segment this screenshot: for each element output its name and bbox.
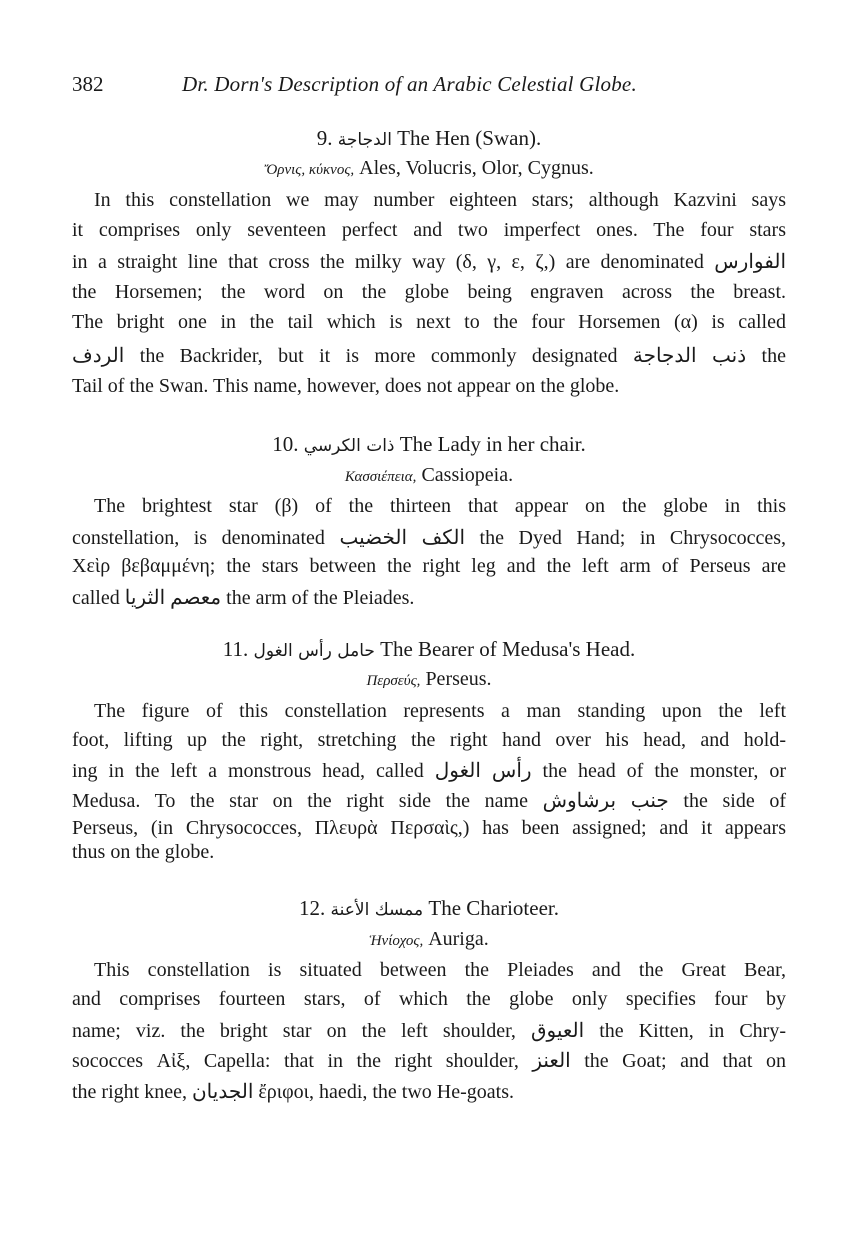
english-name: The Charioteer. bbox=[428, 896, 559, 920]
english-name: The Bearer of Medusa's Head. bbox=[380, 637, 636, 661]
text-line: In this constellation we may number eighteen stars; although Kazvini says bbox=[94, 189, 786, 211]
text-line: in a straight line that cross the milky way (δ, γ, ε, ζ,) are denominated الفوارس bbox=[72, 251, 786, 273]
text-line: the Horsemen; the word on the globe being engraven across the breast. bbox=[72, 281, 786, 303]
running-title: Dr. Dorn's Description of an Arabic Celestial Globe. bbox=[182, 72, 637, 96]
section-12-heading bbox=[72, 896, 786, 921]
section-11-subheading bbox=[72, 668, 786, 691]
section-number: 11. bbox=[222, 637, 249, 661]
latin-names: Perseus. bbox=[425, 668, 492, 690]
section-11-heading bbox=[72, 637, 786, 662]
section-number: 12. bbox=[298, 896, 326, 920]
arabic-name: حامل رأس الغول bbox=[253, 641, 375, 661]
text-line: constellation, is denominated الكف الخضيب the Dyed Hand; in Chrysococces, bbox=[72, 527, 787, 549]
text-line: Perseus, (in Chrysococces, Πλευρὰ Περσαὶς,) has been assigned; and it appears bbox=[72, 817, 786, 839]
section-10-heading bbox=[72, 432, 786, 457]
english-name: The Hen (Swan). bbox=[397, 126, 542, 150]
section-9-heading bbox=[72, 126, 786, 151]
text-line: foot, lifting up the right, stretching the right hand over his head, and hold- bbox=[72, 729, 786, 751]
greek-names: Ὄρνις, κύκνος, bbox=[264, 162, 355, 178]
section-9-subheading bbox=[72, 157, 786, 180]
text-line: الردف the Backrider, but it is more commonly designated ذنب الدجاجة the bbox=[72, 345, 786, 367]
latin-names: Ales, Volucris, Olor, Cygnus. bbox=[359, 157, 594, 179]
arabic-name: ممسك الأعنة bbox=[330, 900, 424, 920]
text-line: Tail of the Swan. This name, however, does not appear on the globe. bbox=[72, 375, 620, 397]
text-line: thus on the globe. bbox=[72, 841, 215, 863]
text-line: The figure of this constellation represents a man standing upon the left bbox=[94, 700, 786, 722]
page-number: 382 bbox=[72, 72, 104, 96]
text-line: called معصم الثريا the arm of the Pleiades. bbox=[72, 587, 415, 609]
text-line: Χεὶρ βεβαμμένη; the stars between the right leg and the left arm of Perseus are bbox=[72, 555, 786, 577]
section-12-subheading bbox=[72, 928, 786, 951]
text-line: ing in the left a monstrous head, called رأس الغول the head of the monster, or bbox=[72, 760, 787, 782]
arabic-name: ذات الكرسي bbox=[303, 436, 395, 456]
text-line: The bright one in the tail which is next to the four Horsemen (α) is called bbox=[72, 311, 786, 333]
text-line: the right knee, الجديان ἔριφοι, haedi, the two He-goats. bbox=[72, 1081, 514, 1103]
text-line: it comprises only seventeen perfect and two imperfect ones. The four stars bbox=[72, 219, 786, 241]
text-line: and comprises fourteen stars, of which the globe only specifies four by bbox=[72, 988, 786, 1010]
section-10-subheading bbox=[72, 464, 786, 487]
text-line: Medusa. To the star on the right side the name جنب برشاوش the side of bbox=[72, 790, 787, 812]
latin-names: Auriga. bbox=[428, 928, 489, 950]
greek-names: Ἡνίοχος, bbox=[369, 933, 424, 949]
arabic-name: الدجاجة bbox=[337, 130, 392, 150]
english-name: The Lady in her chair. bbox=[399, 432, 586, 456]
latin-names: Cassiopeia. bbox=[421, 464, 514, 486]
greek-names: Κασσιέπεια, bbox=[344, 469, 417, 485]
text-line: This constellation is situated between the Pleiades and the Great Bear, bbox=[94, 959, 786, 981]
running-head bbox=[72, 72, 786, 106]
greek-names: Περσεύς, bbox=[366, 673, 421, 689]
section-number: 9. bbox=[316, 126, 333, 150]
section-number: 10. bbox=[272, 432, 299, 456]
text-line: sococces Αἰξ, Capella: that in the right shoulder, العنز the Goat; and that on bbox=[72, 1050, 786, 1072]
text-line: The brightest star (β) of the thirteen that appear on the globe in this bbox=[94, 495, 786, 517]
text-line: name; viz. the bright star on the left shoulder, العيوق the Kitten, in Chry- bbox=[72, 1020, 787, 1042]
